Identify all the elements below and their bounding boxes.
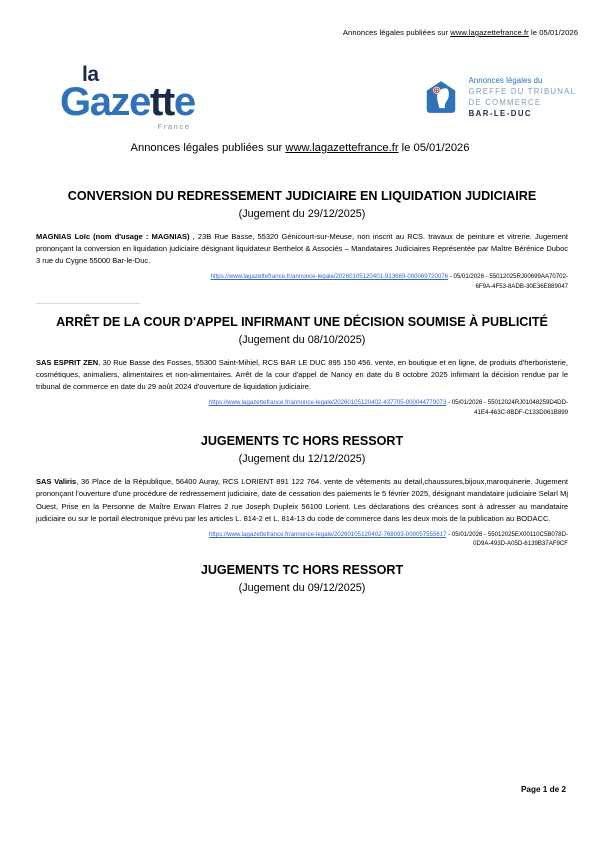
announcement-ref-line2: 6F9A-4F53-8ADB-30E36E889047 — [475, 282, 568, 290]
announcement-title: ARRÊT DE LA COUR D'APPEL INFIRMANT UNE DÉCISION SOUMISE À PUBLICITÉ — [56, 315, 548, 330]
document-header — [0, 28, 600, 37]
announcement-body — [36, 476, 568, 525]
gazette-wordmark-part2: tt — [150, 79, 174, 124]
greffe-line-2: GREFFE DU TRIBUNAL — [468, 86, 576, 96]
subheader-suffix: le 05/01/2026 — [398, 142, 470, 154]
greffe-logo-text — [469, 75, 576, 119]
announcement-entity: SAS ESPRIT ZEN — [36, 358, 99, 368]
announcement-reference — [36, 530, 568, 549]
greffe-logo — [422, 75, 576, 119]
header-site-link[interactable]: www.lagazettefrance.fr — [450, 28, 529, 37]
announcement-ref-line2: 0D9A-493D-A05D-6139B37AF9CF — [473, 540, 568, 548]
subheader-site-link[interactable]: www.lagazettefrance.fr — [285, 142, 399, 154]
greffe-line-4: BAR-LE-DUC — [468, 109, 532, 119]
announcement-body — [36, 357, 568, 393]
gazette-logo-country: France — [157, 121, 191, 131]
announcement-body — [36, 231, 568, 267]
spacer — [36, 549, 568, 562]
header-prefix: Annonces légales publiées sur — [342, 28, 451, 37]
announcement-2 — [36, 314, 568, 433]
announcement-subtitle: (Jugement du 12/12/2025) — [238, 453, 366, 466]
announcement-subtitle: (Jugement du 29/12/2025) — [238, 207, 366, 220]
greffe-house-icon — [422, 78, 460, 116]
gazette-wordmark-part3: e — [173, 79, 195, 124]
announcement-link[interactable]: https://www.lagazettefrance.fr/annonce-legale/20260105120401-913689-000069720076 — [210, 273, 449, 281]
announcement-title: CONVERSION DU REDRESSEMENT JUDICIAIRE EN LIQUIDATION JUDICIAIRE — [67, 189, 537, 203]
header-suffix: le 05/01/2026 — [528, 28, 578, 37]
announcement-entity: SAS Valiris — [36, 477, 77, 487]
announcements-list — [36, 188, 568, 594]
announcement-link[interactable]: https://www.lagazettefrance.fr/annonce-legale/20260105120402-437705-000044779073 — [208, 399, 447, 407]
announcement-title: JUGEMENTS TC HORS RESSORT — [200, 562, 404, 577]
announcement-link[interactable]: https://www.lagazettefrance.fr/annonce-legale/20260105120402-768093-000057555617 — [208, 530, 447, 538]
subheader-prefix: Annonces légales publiées sur — [130, 142, 286, 154]
announcement-ref-line1: - 05/01/2026 - 55012025RJ00699AA70702- — [448, 273, 568, 281]
announcement-ref-line1: - 05/01/2026 - 55012024RJ01048259D4DD- — [446, 399, 568, 407]
spacer — [36, 417, 568, 433]
announcement-body-text: , 23B Rue Basse, 55320 Génicourt-sur-Meuse, non inscrit au RCS. travaux de peinture et vitrerie. Jugement prononçant la conversion en liquidation judiciaire désignant liquidateur Berthelot & Associés – Mandataires Judiciaires Représentée par Maître Bérénice Duboc 3 rue du Cygne 55000 Bar-le-Duc. — [36, 231, 568, 266]
greffe-line-1: Annonces légales du — [468, 75, 543, 85]
gazette-logo-wordmark — [60, 79, 195, 124]
announcement-entity: MAGNIAS Loïc (nom d'usage : MAGNIAS) — [36, 231, 190, 241]
announcement-4 — [36, 562, 568, 594]
greffe-line-3: DE COMMERCE — [468, 98, 542, 107]
announcement-1 — [36, 188, 568, 304]
page-number: Page 1 de 2 — [520, 785, 566, 794]
announcement-reference — [36, 272, 568, 291]
announcement-body-text: , 36 Place de la République, 56400 Auray, RCS LORIENT 891 122 764. vente de vêtements au detail,chaussures,bijoux,maroquinerie. Jugement prononçant l'ouverture d'une procédure de redressement judiciaire, date de cessation des paiements le 5 février 2025, désignant mandataire judiciaire Selarl Mj Ouest, Prise en la Personne de Maître Erwan Flatres 2 rue Joseph Dupleix 56100 Lorient. Les déclarations des créances sont à adresser au mandataire judiciaire ou sur le portail électronique prévu par les articles L. 814-2 et L. 814-13 du code de commerce dans les deux mois de la publication au BODACC. — [36, 477, 568, 523]
gazette-logo-la: la — [82, 62, 99, 86]
announcement-body-text: , 30 Rue Basse des Fosses, 55300 Saint-Mihiel, RCS BAR LE DUC 895 150 456. vente, en boutique et en ligne, de produits d'herboristerie, cosmétiques, animaliers, alimentaires et non-alimentaires. Arrêt de la cour d'appel de Nancy en date du 8 octobre 2025 infirmant la décision rendue par le tribunal de commerce en date du 29 août 2024 d'ouverture de liquidation judiciaire. — [36, 358, 568, 392]
announcement-reference — [36, 398, 568, 417]
gazette-logo — [60, 64, 195, 131]
logo-band — [0, 62, 600, 132]
gazette-wordmark-part1: Gaze — [60, 79, 151, 124]
publication-subheader — [0, 142, 600, 154]
announcement-ref-line1: - 05/01/2026 - 55012025EX00110C5B078D- — [446, 530, 568, 538]
section-divider — [36, 303, 140, 304]
announcement-title: JUGEMENTS TC HORS RESSORT — [200, 434, 404, 449]
announcement-3 — [36, 433, 568, 561]
announcement-ref-line2: 41E4-463C-8BDF-C133D061B899 — [474, 408, 568, 416]
announcement-subtitle: (Jugement du 09/12/2025) — [238, 581, 366, 594]
announcement-subtitle: (Jugement du 08/10/2025) — [238, 334, 366, 347]
